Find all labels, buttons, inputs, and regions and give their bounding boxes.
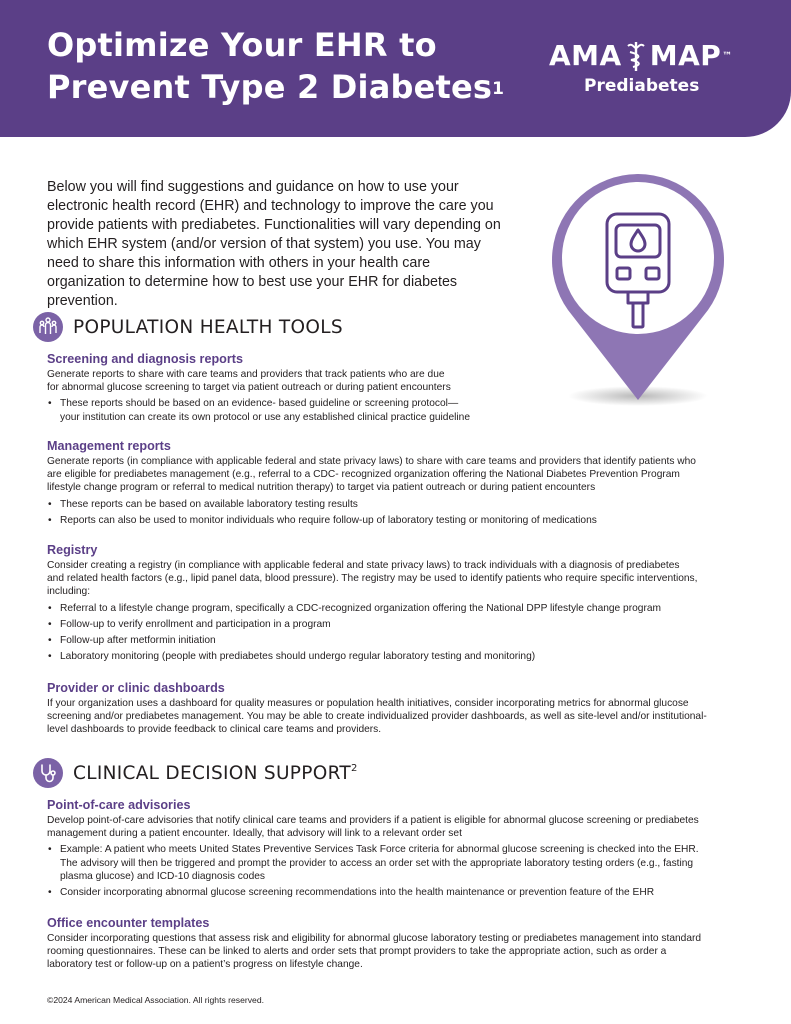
advisories-heading: Point-of-care advisories bbox=[47, 798, 191, 812]
advisories-text: Develop point-of-care advisories that notify clinical care teams and providers if a patient is eligible for abnormal glucose screening or prediabetes management during a patient encounter. Ideally, that advisory will link to a relevant order set bbox=[47, 815, 699, 840]
list-item: • Consider incorporating abnormal glucose screening recommendations into the health maintenance or prevention feature of the EHR bbox=[47, 886, 747, 899]
management-heading: Management reports bbox=[47, 439, 171, 453]
list-item: • Reports can also be used to monitor individuals who require follow-up of laboratory testing or monitoring of medications bbox=[47, 514, 747, 527]
list-item: • Example: A patient who meets United States Preventive Services Task Force criteria for abnormal glucose screening is checked into the EHR. The advisory will then be triggered and prompt the provider to access an order set with the appropriate laboratory testing orders (e.g., fasting plasma glucose) and ICD-10 diagnosis codes bbox=[47, 843, 747, 883]
brand-ama: AMA bbox=[549, 39, 622, 72]
dashboards-block bbox=[47, 680, 747, 737]
screening-heading: Screening and diagnosis reports bbox=[47, 352, 243, 366]
screening-bullets bbox=[47, 397, 747, 423]
section2-footnote: 2 bbox=[351, 762, 358, 774]
point-of-care-advisories-block bbox=[47, 797, 747, 902]
dashboards-text: If your organization uses a dashboard for quality measures or population health initiatives, consider incorporating metrics for abnormal glucose screening and/or prediabetes management. You may be able to create individualized provider dashboards, as well as site-level and/or institutional- level dashboards to provide feedback to clinical care teams and providers. bbox=[47, 698, 707, 736]
copyright-footer: ©2024 American Medical Association. All rights reserved. bbox=[47, 995, 264, 1005]
title-line-1: Optimize Your EHR to bbox=[47, 26, 437, 64]
list-item: • Referral to a lifestyle change program, specifically a CDC-recognized organization offering the National DPP lifestyle change program bbox=[47, 602, 747, 615]
title-line-2: Prevent Type 2 Diabetes bbox=[47, 68, 493, 106]
section2-title-text: CLINICAL DECISION SUPPORT bbox=[73, 762, 351, 784]
screening-text: Generate reports to share with care teams and providers that track patients who are due for abnormal glucose screening to target via patient outreach or during patient encounters bbox=[47, 369, 451, 394]
brand-map: MAP bbox=[649, 39, 722, 72]
management-text: Generate reports (in compliance with applicable federal and state privacy laws) to share with care teams and providers that identify patients who are eligible for prediabetes management (e.g., referral to a CDC- recognized organization offering the National Diabetes Prevention Program lifestyle change program or referral to medical nutrition therapy) to target via patient outreach or during patient encounters bbox=[47, 456, 696, 494]
brand-subtitle: Prediabetes bbox=[584, 76, 700, 96]
templates-text: Consider incorporating questions that assess risk and eligibility for abnormal glucose laboratory testing or prediabetes management into standard rooming questionnaires. These can be linked to alerts and order sets that prompt providers to take the appropriate action, such as order a laboratory test or follow-up on a patient’s progress on lifestyle change. bbox=[47, 933, 702, 971]
brand-trademark: ™ bbox=[722, 51, 733, 62]
templates-heading: Office encounter templates bbox=[47, 916, 210, 930]
office-encounter-templates-block bbox=[47, 915, 747, 972]
screening-reports-block bbox=[47, 351, 747, 427]
dashboards-heading: Provider or clinic dashboards bbox=[47, 681, 225, 695]
title-footnote-1: 1 bbox=[492, 79, 505, 99]
page-title bbox=[47, 24, 504, 108]
registry-text: Consider creating a registry (in compliance with applicable federal and state privacy laws) to track individuals with a diagnosis of prediabetes and related health factors (e.g., lipid panel data, blood pressure). The registry may be used to identify patients who require specific interventions, including: bbox=[47, 560, 698, 598]
management-reports-block bbox=[47, 438, 747, 530]
section-title-population-health: POPULATION HEALTH TOOLS bbox=[73, 316, 343, 338]
ama-map-logo bbox=[549, 38, 749, 96]
caduceus-icon bbox=[623, 40, 649, 72]
intro-paragraph: Below you will find suggestions and guidance on how to use your electronic health record (EHR) and technology to improve the care you provide patients with prediabetes. Functionalities will vary depending on which EHR system (and/or version of that system) you use. You may need to share this information with others in your health care organization to determine how to best use your EHR for diabetes prevention. bbox=[47, 179, 501, 309]
section-clinical-decision-support bbox=[33, 758, 358, 788]
list-item: • These reports should be based on an evidence- based guideline or screening protocol— your institution can create its own protocol or use any established clinical practice guideline bbox=[47, 397, 747, 423]
stethoscope-icon bbox=[33, 758, 63, 788]
registry-heading: Registry bbox=[47, 543, 98, 557]
header-banner bbox=[0, 0, 791, 137]
section-title-clinical-decision-support bbox=[73, 763, 358, 784]
list-item: • Laboratory monitoring (people with prediabetes should undergo regular laboratory testing and monitoring) bbox=[47, 650, 747, 663]
section-population-health bbox=[33, 312, 343, 342]
list-item: • These reports can be based on available laboratory testing results bbox=[47, 498, 747, 511]
advisories-bullets bbox=[47, 843, 747, 899]
people-group-icon bbox=[33, 312, 63, 342]
management-bullets bbox=[47, 498, 747, 527]
list-item: • Follow-up to verify enrollment and participation in a program bbox=[47, 618, 747, 631]
registry-block bbox=[47, 542, 747, 666]
list-item: • Follow-up after metformin initiation bbox=[47, 634, 747, 647]
registry-bullets bbox=[47, 602, 747, 664]
